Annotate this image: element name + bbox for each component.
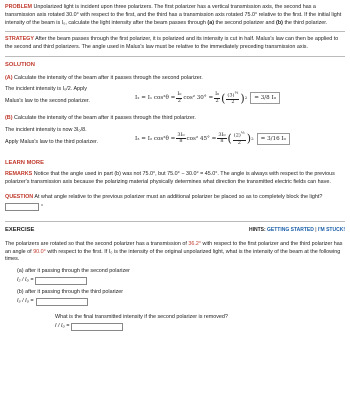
part-a-label: (A) [5, 74, 13, 81]
exercise-text-part1: The polarizers are rotated so that the second polarizer has a transmission of [5, 240, 187, 247]
sub-b-text: (b) after it passing through the third polarizer [17, 289, 124, 296]
part-b-heading-text: Calculate the intensity of the beam after it passes through the third polarizer. [13, 115, 196, 122]
question-label: QUESTION [5, 193, 34, 200]
part-b-frac2-num: 3I₀ [218, 131, 226, 138]
exercise-header [5, 221, 345, 234]
part-b-frac2-den: 8 [220, 138, 224, 145]
problem-paragraph [5, 4, 345, 27]
exercise-final-question [55, 314, 345, 331]
im-stuck-link[interactable]: I'M STUCK! [317, 226, 345, 233]
part-b-eq-prefix: I₃ = I₂ cos²θ = [135, 135, 176, 142]
part-b-inner-sup: ½ [240, 130, 245, 136]
solution-part-b-heading [5, 115, 345, 123]
exercise-sub-b [17, 289, 345, 306]
sub-a-ratio: I₂ / I₀ = [17, 277, 34, 284]
question-text: At what angle relative to the previous polarizer must an additional polarizer be placed so as to completely block the light? [34, 193, 323, 200]
degree-unit: ° [41, 203, 43, 210]
problem-text: Unpolarized light is incident upon three polarizers. The first polarizer has a vertical transmission axis, the second has a transmission axis rotated 30.0° with respect to the first, and the third has a transmission axis rotated 75.0° relative to the first. If the initial light intensity of the beam is I₀, calculate the light intensity after the beam passes through [5, 4, 342, 26]
part-a-equation: I₂ = I₁ cos²θ = $\frac{\text{I₀}}{2}$ cos² 30° = $\frac{\text{I₀}}{2}$ ( $\frac{(3)^{\frac{1}{2}}}{2}$ ) 2 = 3/8 I₀ [135, 91, 280, 106]
exercise-angle-2: 90.0° [33, 248, 46, 255]
question-paragraph [5, 194, 345, 202]
question-answer-row [5, 203, 345, 211]
part-a-inner-sup: ½ [234, 89, 239, 95]
part-a-eq-prefix: I₂ = I₁ cos²θ = [135, 95, 176, 102]
solution-title: SOLUTION [5, 62, 35, 69]
exercise-text-part2: with respect to the first polarizer and the third polarizer has an angle of [5, 240, 343, 255]
part-b-label: (B) [5, 115, 13, 122]
part-a-heading-text: Calculate the intensity of the beam after it passes through the second polarizer. [13, 74, 203, 81]
question-answer-input[interactable] [5, 203, 39, 211]
problem-label: PROBLEM [5, 4, 32, 10]
remarks-paragraph [5, 171, 345, 187]
final-input[interactable] [71, 323, 123, 331]
part-a-line1: The incident intensity is I₀/2. Apply [5, 86, 87, 93]
part-a-frac-den: 2 [177, 97, 181, 104]
part-a-calculation [5, 86, 345, 110]
part-a-inner-den: 2 [231, 99, 235, 106]
exercise-text-part3: with respect to the first. If I₀ is the intensity of the original unpolarized light, what is the intensity of the beam at the following times. [5, 248, 341, 263]
exercise-label: EXERCISE [5, 227, 35, 234]
part-a-power: 2 [244, 95, 248, 101]
part-a-frac-num: I₀ [177, 91, 182, 98]
part-b-line1: The incident intensity is now 3I₀/8. [5, 126, 87, 133]
divider [5, 56, 345, 57]
part-a-line2: Malus's law to the second polarizer. [5, 98, 90, 105]
exercise-angle-1: 36.2° [188, 240, 202, 247]
final-ratio: I / I₀ = [55, 322, 70, 329]
part-b-equation: I₃ = I₂ cos²θ = $\frac{\text{3I₀}}{8}$ cos² 45° = $\frac{\text{3I₀}}{8}$ ( $\frac{(2)^{\frac{1}{2}}}{2}$ ) 2 = 3/16 I₀ [135, 131, 290, 146]
remarks-text: Notice that the angle used in part (b) was not 75.0°, but 75.0° − 30.0° = 45.0°. The angle is always with respect to the previous polarizer's transmission axis because the polarizing material physically determines what direction the transmitted electric fields can have. [5, 170, 335, 185]
divider [5, 31, 345, 32]
part-b-inner-den: 2 [237, 139, 241, 146]
strategy-paragraph [5, 36, 345, 52]
part-a-eq-mid: cos² 30° = [183, 95, 214, 102]
part-b-power: 2 [251, 135, 254, 141]
problem-part-a-label: (a) [207, 19, 214, 26]
problem-part-b-text: the third polarizer. [284, 19, 328, 26]
part-b-inner-num: (2) [233, 133, 241, 139]
exercise-sub-a [17, 268, 345, 285]
part-a-frac2-den: 2 [215, 97, 219, 104]
part-a-result: = 3/8 I₀ [250, 92, 280, 104]
sub-b-ratio: I₃ / I₀ = [17, 297, 34, 304]
solution-part-a-heading [5, 75, 345, 83]
strategy-label: STRATEGY [5, 36, 34, 43]
exercise-text [5, 241, 345, 264]
part-b-result: = 3/16 I₀ [257, 133, 290, 145]
final-question-text: What is the final transmitted intensity if the second polarizer is removed? [55, 313, 228, 320]
problem-part-b-label: (b) [276, 19, 283, 26]
part-a-frac2-num: I₀ [215, 91, 220, 98]
getting-started-link[interactable]: GETTING STARTED [267, 226, 314, 233]
part-b-frac-num: 3I₀ [177, 131, 185, 138]
learn-more-title: LEARN MORE [5, 159, 44, 166]
strategy-text: After the beam passes through the first polarizer, it is polarized and its intensity is cut in half. Malus's law can then be applied to the second and third polarizers. The angle used in Malus's law must be relative to the immediately preceding transmission axis. [5, 36, 339, 51]
hints-bar [249, 227, 345, 234]
sub-a-input[interactable] [35, 277, 87, 285]
hints-separator: | [315, 226, 317, 233]
sub-b-input[interactable] [36, 298, 88, 306]
remarks-label: REMARKS [5, 170, 33, 177]
part-b-line2: Apply Malus's law to the third polarizer. [5, 138, 99, 145]
part-b-calculation [5, 127, 345, 151]
hints-label: HINTS: [248, 226, 266, 233]
part-b-eq-mid: cos² 45° = [186, 135, 217, 142]
part-a-inner-num: (3) [227, 92, 235, 99]
problem-part-a-text: the second polarizer and [215, 19, 275, 26]
sub-a-text: (a) after it passing through the second polarizer [17, 268, 130, 275]
part-b-frac-den: 8 [179, 138, 183, 145]
